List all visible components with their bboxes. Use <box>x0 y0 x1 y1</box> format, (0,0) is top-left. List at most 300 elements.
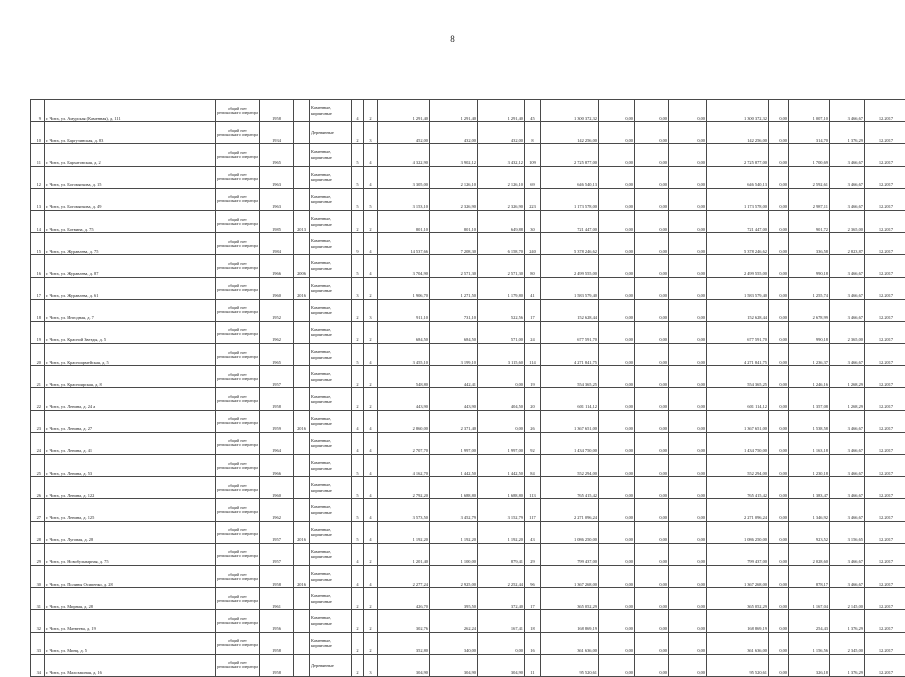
cell-account-type: общий счет регионального оператора <box>216 632 260 654</box>
cell-floors: 2 <box>352 654 364 676</box>
cell-account-type: общий счет регионального оператора <box>216 144 260 166</box>
cell-entrances: 2 <box>364 321 378 343</box>
cell-cost-limit: 2 365,00 <box>830 321 865 343</box>
cell-fund-b: 0,00 <box>635 166 669 188</box>
cell-row-number: 12 <box>31 166 45 188</box>
cell-fund-c: 0,00 <box>669 210 707 232</box>
cell-deadline: 12.2017 <box>865 410 905 432</box>
cell-cost-limit: 3 466,67 <box>830 344 865 366</box>
cell-address: г. Чита, ул. Ленина, д. 41 <box>45 432 216 454</box>
cell-unit-cost: 2 678,99 <box>789 299 830 321</box>
cell-year-repair <box>294 366 310 388</box>
cell-wall-material: Каменные, кирпичные <box>310 632 352 654</box>
cell-fund-d: 4 271 841,75 <box>707 344 769 366</box>
cell-entrances: 4 <box>364 410 378 432</box>
cell-wall-material: Каменные, кирпичные <box>310 366 352 388</box>
cell-year-repair <box>294 122 310 144</box>
cell-fund-d: 2 499 555,00 <box>707 255 769 277</box>
cell-year-built: 1966 <box>260 455 294 477</box>
cell-year-built: 1965 <box>260 344 294 366</box>
cell-floors: 2 <box>352 122 364 144</box>
cell-area-rooms: 304,90 <box>430 654 478 676</box>
table-row <box>31 654 905 676</box>
cell-area-residential: 2 126,10 <box>478 166 525 188</box>
cell-year-repair <box>294 477 310 499</box>
cell-area-residential: 2 252,44 <box>478 565 525 587</box>
cell-area-total: 302,76 <box>378 610 430 632</box>
cell-fund-c: 0,00 <box>669 388 707 410</box>
cell-cost-total: 1 367 651,00 <box>541 410 599 432</box>
cell-area-total: 1 192,20 <box>378 521 430 543</box>
cell-year-built: 1985 <box>260 210 294 232</box>
cell-unit-cost: 1 538,58 <box>789 410 830 432</box>
cell-fund-c: 0,00 <box>669 565 707 587</box>
table-row <box>31 144 905 166</box>
cell-area-residential: 372,40 <box>478 588 525 610</box>
table-row <box>31 610 905 632</box>
cell-year-repair <box>294 432 310 454</box>
cell-fund-c: 0,00 <box>669 144 707 166</box>
table-row <box>31 100 905 122</box>
cell-residents: 223 <box>525 188 541 210</box>
cell-account-type: общий счет регионального оператора <box>216 610 260 632</box>
cell-fund-a: 0,00 <box>599 144 635 166</box>
cell-fund-c: 0,00 <box>669 455 707 477</box>
cell-fund-d: 5 378 246,62 <box>707 233 769 255</box>
cell-year-built: 1960 <box>260 477 294 499</box>
cell-address: г. Чита, ул. Амурская (Каменная), д. 111 <box>45 100 216 122</box>
cell-fund-b: 0,00 <box>635 543 669 565</box>
cell-deadline: 12.2017 <box>865 565 905 587</box>
cell-fund-c: 0,00 <box>669 632 707 654</box>
cell-fund-c: 0,00 <box>669 100 707 122</box>
cell-area-total: 14 537,66 <box>378 233 430 255</box>
cell-floors: 2 <box>352 321 364 343</box>
cell-area-rooms: 2 126,10 <box>430 166 478 188</box>
cell-entrances: 4 <box>364 344 378 366</box>
cell-entrances: 2 <box>364 366 378 388</box>
cell-fund-c: 0,00 <box>669 499 707 521</box>
cell-account-type: общий счет регионального оператора <box>216 477 260 499</box>
cell-area-rooms: 395,50 <box>430 588 478 610</box>
cell-fund-a: 0,00 <box>599 455 635 477</box>
cell-area-residential: 1 192,20 <box>478 521 525 543</box>
cell-area-residential: 2 326,90 <box>478 188 525 210</box>
cell-entrances: 2 <box>364 543 378 565</box>
cell-area-total: 352,80 <box>378 632 430 654</box>
cell-fund-a: 0,00 <box>599 521 635 543</box>
cell-fund-a: 0,00 <box>599 543 635 565</box>
cell-year-repair <box>294 455 310 477</box>
cell-area-residential: 1 291,40 <box>478 100 525 122</box>
cell-area-total: 684,50 <box>378 321 430 343</box>
cell-address: г. Чита, ул. Ленина, д. 27 <box>45 410 216 432</box>
cell-area-total: 2 860,00 <box>378 410 430 432</box>
cell-cost-limit: 3 466,67 <box>830 277 865 299</box>
cell-residents: 69 <box>525 166 541 188</box>
cell-fund-b: 0,00 <box>635 632 669 654</box>
cell-fund-e: 0,00 <box>769 255 789 277</box>
cell-row-number: 26 <box>31 477 45 499</box>
page-number: 8 <box>0 34 905 44</box>
cell-fund-b: 0,00 <box>635 299 669 321</box>
cell-fund-a: 0,00 <box>599 588 635 610</box>
cell-cost-limit: 3 466,67 <box>830 144 865 166</box>
cell-row-number: 23 <box>31 410 45 432</box>
cell-area-total: 304,90 <box>378 654 430 676</box>
cell-fund-d: 799 437,00 <box>707 543 769 565</box>
cell-wall-material: Каменные, кирпичные <box>310 610 352 632</box>
cell-account-type: общий счет регионального оператора <box>216 299 260 321</box>
cell-year-repair: 2016 <box>294 565 310 587</box>
cell-year-built: 1962 <box>260 321 294 343</box>
cell-unit-cost: 1 236,37 <box>789 344 830 366</box>
cell-fund-d: 1 583 579,40 <box>707 277 769 299</box>
cell-row-number: 31 <box>31 588 45 610</box>
cell-year-built: 1958 <box>260 632 294 654</box>
cell-cost-limit: 3 466,67 <box>830 100 865 122</box>
cell-unit-cost: 2 028,60 <box>789 543 830 565</box>
cell-wall-material: Каменные, кирпичные <box>310 277 352 299</box>
cell-account-type: общий счет регионального оператора <box>216 277 260 299</box>
cell-area-total: 4 162,70 <box>378 455 430 477</box>
cell-year-built: 1964 <box>260 432 294 454</box>
cell-cost-total: 677 591,70 <box>541 321 599 343</box>
cell-fund-b: 0,00 <box>635 477 669 499</box>
cell-fund-d: 95 520,61 <box>707 654 769 676</box>
cell-area-total: 4 322,90 <box>378 144 430 166</box>
cell-year-built: 1963 <box>260 188 294 210</box>
cell-entrances: 4 <box>364 166 378 188</box>
cell-cost-total: 799 437,00 <box>541 543 599 565</box>
cell-area-rooms: 1 291,40 <box>430 100 478 122</box>
cell-row-number: 22 <box>31 388 45 410</box>
cell-fund-d: 646 540,13 <box>707 166 769 188</box>
cell-address: г. Чита, ул. Красноярская, д. 8 <box>45 366 216 388</box>
cell-year-repair <box>294 166 310 188</box>
cell-fund-e: 0,00 <box>769 521 789 543</box>
cell-fund-b: 0,00 <box>635 321 669 343</box>
cell-wall-material: Каменные, кирпичные <box>310 588 352 610</box>
cell-fund-d: 677 591,70 <box>707 321 769 343</box>
cell-floors: 5 <box>352 455 364 477</box>
cell-address: г. Чита, ул. Ленина, д. 125 <box>45 499 216 521</box>
cell-fund-a: 0,00 <box>599 233 635 255</box>
cell-fund-c: 0,00 <box>669 321 707 343</box>
cell-fund-c: 0,00 <box>669 588 707 610</box>
table-row <box>31 432 905 454</box>
cell-fund-a: 0,00 <box>599 410 635 432</box>
cell-year-built: 1956 <box>260 610 294 632</box>
cell-area-total: 3 573,50 <box>378 499 430 521</box>
cell-row-number: 28 <box>31 521 45 543</box>
cell-cost-limit: 3 156,65 <box>830 521 865 543</box>
cell-row-number: 11 <box>31 144 45 166</box>
cell-wall-material: Каменные, кирпичные <box>310 388 352 410</box>
cell-account-type: общий счет регионального оператора <box>216 521 260 543</box>
cell-area-rooms: 432,00 <box>430 122 478 144</box>
cell-year-built: 1958 <box>260 565 294 587</box>
cell-cost-total: 2 271 096,24 <box>541 499 599 521</box>
table-row <box>31 588 905 610</box>
cell-fund-d: 1 367 651,00 <box>707 410 769 432</box>
cell-fund-d: 1 173 578,00 <box>707 188 769 210</box>
cell-year-built: 1957 <box>260 543 294 565</box>
cell-area-residential: 167,41 <box>478 610 525 632</box>
cell-area-total: 801,10 <box>378 210 430 232</box>
cell-deadline: 12.2017 <box>865 166 905 188</box>
cell-fund-c: 0,00 <box>669 277 707 299</box>
cell-row-number: 21 <box>31 366 45 388</box>
cell-residents: 18 <box>525 610 541 632</box>
cell-wall-material: Каменные, кирпичные <box>310 521 352 543</box>
cell-residents: 43 <box>525 521 541 543</box>
cell-year-built: 1966 <box>260 255 294 277</box>
cell-cost-total: 168 869,19 <box>541 610 599 632</box>
cell-cost-total: 1 086 250,00 <box>541 521 599 543</box>
table-row <box>31 521 905 543</box>
cell-floors: 4 <box>352 100 364 122</box>
cell-wall-material: Каменные, кирпичные <box>310 565 352 587</box>
cell-account-type: общий счет регионального оператора <box>216 388 260 410</box>
cell-address: г. Чита, ул. Бархатовская, д. 2 <box>45 144 216 166</box>
cell-account-type: общий счет регионального оператора <box>216 210 260 232</box>
cell-deadline: 12.2017 <box>865 255 905 277</box>
cell-fund-c: 0,00 <box>669 543 707 565</box>
cell-fund-e: 0,00 <box>769 610 789 632</box>
cell-floors: 4 <box>352 543 364 565</box>
cell-year-built: 1952 <box>260 299 294 321</box>
cell-unit-cost: 901,72 <box>789 210 830 232</box>
cell-cost-limit: 3 466,67 <box>830 166 865 188</box>
cell-cost-limit: 2 145,00 <box>830 588 865 610</box>
cell-entrances: 2 <box>364 588 378 610</box>
cell-area-residential: 3 432,12 <box>478 144 525 166</box>
cell-wall-material: Каменные, кирпичные <box>310 144 352 166</box>
cell-floors: 2 <box>352 588 364 610</box>
cell-wall-material: Каменные, кирпичные <box>310 299 352 321</box>
cell-area-residential: 0,00 <box>478 632 525 654</box>
cell-fund-e: 0,00 <box>769 588 789 610</box>
table-row <box>31 477 905 499</box>
cell-wall-material: Деревянные <box>310 654 352 676</box>
cell-wall-material: Каменные, кирпичные <box>310 188 352 210</box>
table-row <box>31 565 905 587</box>
cell-fund-e: 0,00 <box>769 299 789 321</box>
cell-fund-c: 0,00 <box>669 432 707 454</box>
cell-fund-b: 0,00 <box>635 410 669 432</box>
cell-floors: 5 <box>352 144 364 166</box>
table-row <box>31 499 905 521</box>
cell-residents: 29 <box>525 543 541 565</box>
cell-area-total: 3 455,10 <box>378 344 430 366</box>
cell-floors: 4 <box>352 565 364 587</box>
cell-fund-e: 0,00 <box>769 188 789 210</box>
cell-cost-total: 361 636,00 <box>541 632 599 654</box>
cell-cost-total: 152 628,44 <box>541 299 599 321</box>
cell-row-number: 13 <box>31 188 45 210</box>
cell-area-rooms: 2 925,00 <box>430 565 478 587</box>
cell-wall-material: Каменные, кирпичные <box>310 410 352 432</box>
cell-year-repair <box>294 344 310 366</box>
cell-fund-a: 0,00 <box>599 188 635 210</box>
cell-fund-c: 0,00 <box>669 233 707 255</box>
cell-area-rooms: 2 571,30 <box>430 255 478 277</box>
table-row <box>31 188 905 210</box>
cell-area-residential: 522,56 <box>478 299 525 321</box>
cell-area-residential: 1 442,50 <box>478 455 525 477</box>
cell-fund-a: 0,00 <box>599 632 635 654</box>
cell-fund-b: 0,00 <box>635 610 669 632</box>
cell-area-residential: 1 997,00 <box>478 432 525 454</box>
cell-cost-total: 142 256,00 <box>541 122 599 144</box>
cell-account-type: общий счет регионального оператора <box>216 366 260 388</box>
cell-fund-c: 0,00 <box>669 166 707 188</box>
cell-area-rooms: 2 371,40 <box>430 410 478 432</box>
cell-area-rooms: 3 199,10 <box>430 344 478 366</box>
cell-year-built: 1958 <box>260 388 294 410</box>
cell-unit-cost: 1 167,04 <box>789 588 830 610</box>
cell-cost-limit: 3 466,67 <box>830 477 865 499</box>
cell-year-built: 1957 <box>260 366 294 388</box>
cell-fund-a: 0,00 <box>599 388 635 410</box>
cell-year-built: 1984 <box>260 233 294 255</box>
cell-unit-cost: 1 255,74 <box>789 277 830 299</box>
table-row <box>31 299 905 321</box>
cell-fund-b: 0,00 <box>635 255 669 277</box>
cell-area-residential: 6 158,70 <box>478 233 525 255</box>
cell-year-repair <box>294 233 310 255</box>
cell-area-rooms: 443,90 <box>430 388 478 410</box>
cell-unit-cost: 1 357,08 <box>789 388 830 410</box>
cell-area-rooms: 1 997,00 <box>430 432 478 454</box>
cell-year-repair <box>294 100 310 122</box>
cell-fund-e: 0,00 <box>769 565 789 587</box>
cell-account-type: общий счет регионального оператора <box>216 166 260 188</box>
cell-wall-material: Каменные, кирпичные <box>310 543 352 565</box>
cell-year-repair: 2016 <box>294 410 310 432</box>
cell-cost-total: 1 300 372,32 <box>541 100 599 122</box>
cell-area-residential: 3 152,79 <box>478 499 525 521</box>
table-row <box>31 455 905 477</box>
cell-area-residential: 1 179,80 <box>478 277 525 299</box>
cell-fund-a: 0,00 <box>599 565 635 587</box>
cell-area-total: 1 291,40 <box>378 100 430 122</box>
cell-residents: 92 <box>525 432 541 454</box>
cell-deadline: 12.2017 <box>865 188 905 210</box>
cell-floors: 4 <box>352 410 364 432</box>
cell-area-rooms: 1 442,50 <box>430 455 478 477</box>
cell-area-residential: 0,00 <box>478 410 525 432</box>
cell-cost-limit: 1 376,29 <box>830 610 865 632</box>
cell-wall-material: Каменные, кирпичные <box>310 432 352 454</box>
table-row <box>31 122 905 144</box>
cell-account-type: общий счет регионального оператора <box>216 499 260 521</box>
cell-residents: 19 <box>525 366 541 388</box>
cell-area-rooms: 7 208,30 <box>430 233 478 255</box>
cell-entrances: 3 <box>364 299 378 321</box>
cell-fund-d: 365 052,29 <box>707 588 769 610</box>
cell-fund-e: 0,00 <box>769 122 789 144</box>
cell-fund-d: 142 256,00 <box>707 122 769 144</box>
cell-fund-c: 0,00 <box>669 122 707 144</box>
cell-address: г. Чита, ул. Ленина, д. 53 <box>45 455 216 477</box>
cell-floors: 5 <box>352 255 364 277</box>
cell-entrances: 4 <box>364 255 378 277</box>
cell-entrances: 2 <box>364 277 378 299</box>
cell-entrances: 3 <box>364 654 378 676</box>
cell-account-type: общий счет регионального оператора <box>216 588 260 610</box>
cell-cost-total: 95 520,61 <box>541 654 599 676</box>
cell-deadline: 12.2017 <box>865 122 905 144</box>
cell-fund-c: 0,00 <box>669 188 707 210</box>
cell-row-number: 16 <box>31 255 45 277</box>
cell-year-built: 1960 <box>260 277 294 299</box>
cell-account-type: общий счет регионального оператора <box>216 565 260 587</box>
cell-floors: 5 <box>352 166 364 188</box>
cell-year-built: 1962 <box>260 499 294 521</box>
cell-residents: 113 <box>525 477 541 499</box>
cell-fund-a: 0,00 <box>599 499 635 521</box>
cell-fund-d: 1 300 372,32 <box>707 100 769 122</box>
cell-year-repair <box>294 144 310 166</box>
cell-area-total: 443,90 <box>378 388 430 410</box>
cell-unit-cost: 1 230,18 <box>789 455 830 477</box>
cell-cost-limit: 3 466,67 <box>830 299 865 321</box>
cell-fund-a: 0,00 <box>599 610 635 632</box>
cell-fund-b: 0,00 <box>635 521 669 543</box>
cell-fund-d: 168 869,19 <box>707 610 769 632</box>
cell-fund-c: 0,00 <box>669 477 707 499</box>
cell-entrances: 4 <box>364 432 378 454</box>
cell-account-type: общий счет регионального оператора <box>216 344 260 366</box>
cell-fund-e: 0,00 <box>769 321 789 343</box>
cell-unit-cost: 1 156,56 <box>789 632 830 654</box>
cell-entrances: 4 <box>364 565 378 587</box>
cell-wall-material: Каменные, кирпичные <box>310 499 352 521</box>
cell-cost-total: 601 114,12 <box>541 388 599 410</box>
cell-floors: 2 <box>352 366 364 388</box>
cell-cost-total: 2 725 877,00 <box>541 144 599 166</box>
cell-floors: 9 <box>352 233 364 255</box>
cell-residents: 11 <box>525 654 541 676</box>
cell-area-rooms: 801,10 <box>430 210 478 232</box>
cell-row-number: 19 <box>31 321 45 343</box>
cell-year-repair: 2016 <box>294 277 310 299</box>
cell-floors: 2 <box>352 299 364 321</box>
cell-fund-d: 361 636,00 <box>707 632 769 654</box>
cell-cost-limit: 1 268,29 <box>830 388 865 410</box>
cell-floors: 2 <box>352 388 364 410</box>
cell-year-repair: 2013 <box>294 210 310 232</box>
cell-fund-a: 0,00 <box>599 100 635 122</box>
cell-address: г. Чита, ул. Матвеева, д. 19 <box>45 610 216 632</box>
cell-deadline: 12.2017 <box>865 299 905 321</box>
cell-wall-material: Каменные, кирпичные <box>310 321 352 343</box>
cell-deadline: 12.2017 <box>865 455 905 477</box>
cell-fund-c: 0,00 <box>669 366 707 388</box>
cell-deadline: 12.2017 <box>865 366 905 388</box>
cell-fund-c: 0,00 <box>669 654 707 676</box>
cell-year-repair <box>294 188 310 210</box>
table-row <box>31 410 905 432</box>
cell-area-residential: 404,50 <box>478 388 525 410</box>
cell-fund-d: 601 114,12 <box>707 388 769 410</box>
cell-fund-b: 0,00 <box>635 366 669 388</box>
cell-cost-limit: 2 345,00 <box>830 632 865 654</box>
cell-year-built: 1963 <box>260 166 294 188</box>
cell-area-total: 1 201,40 <box>378 543 430 565</box>
